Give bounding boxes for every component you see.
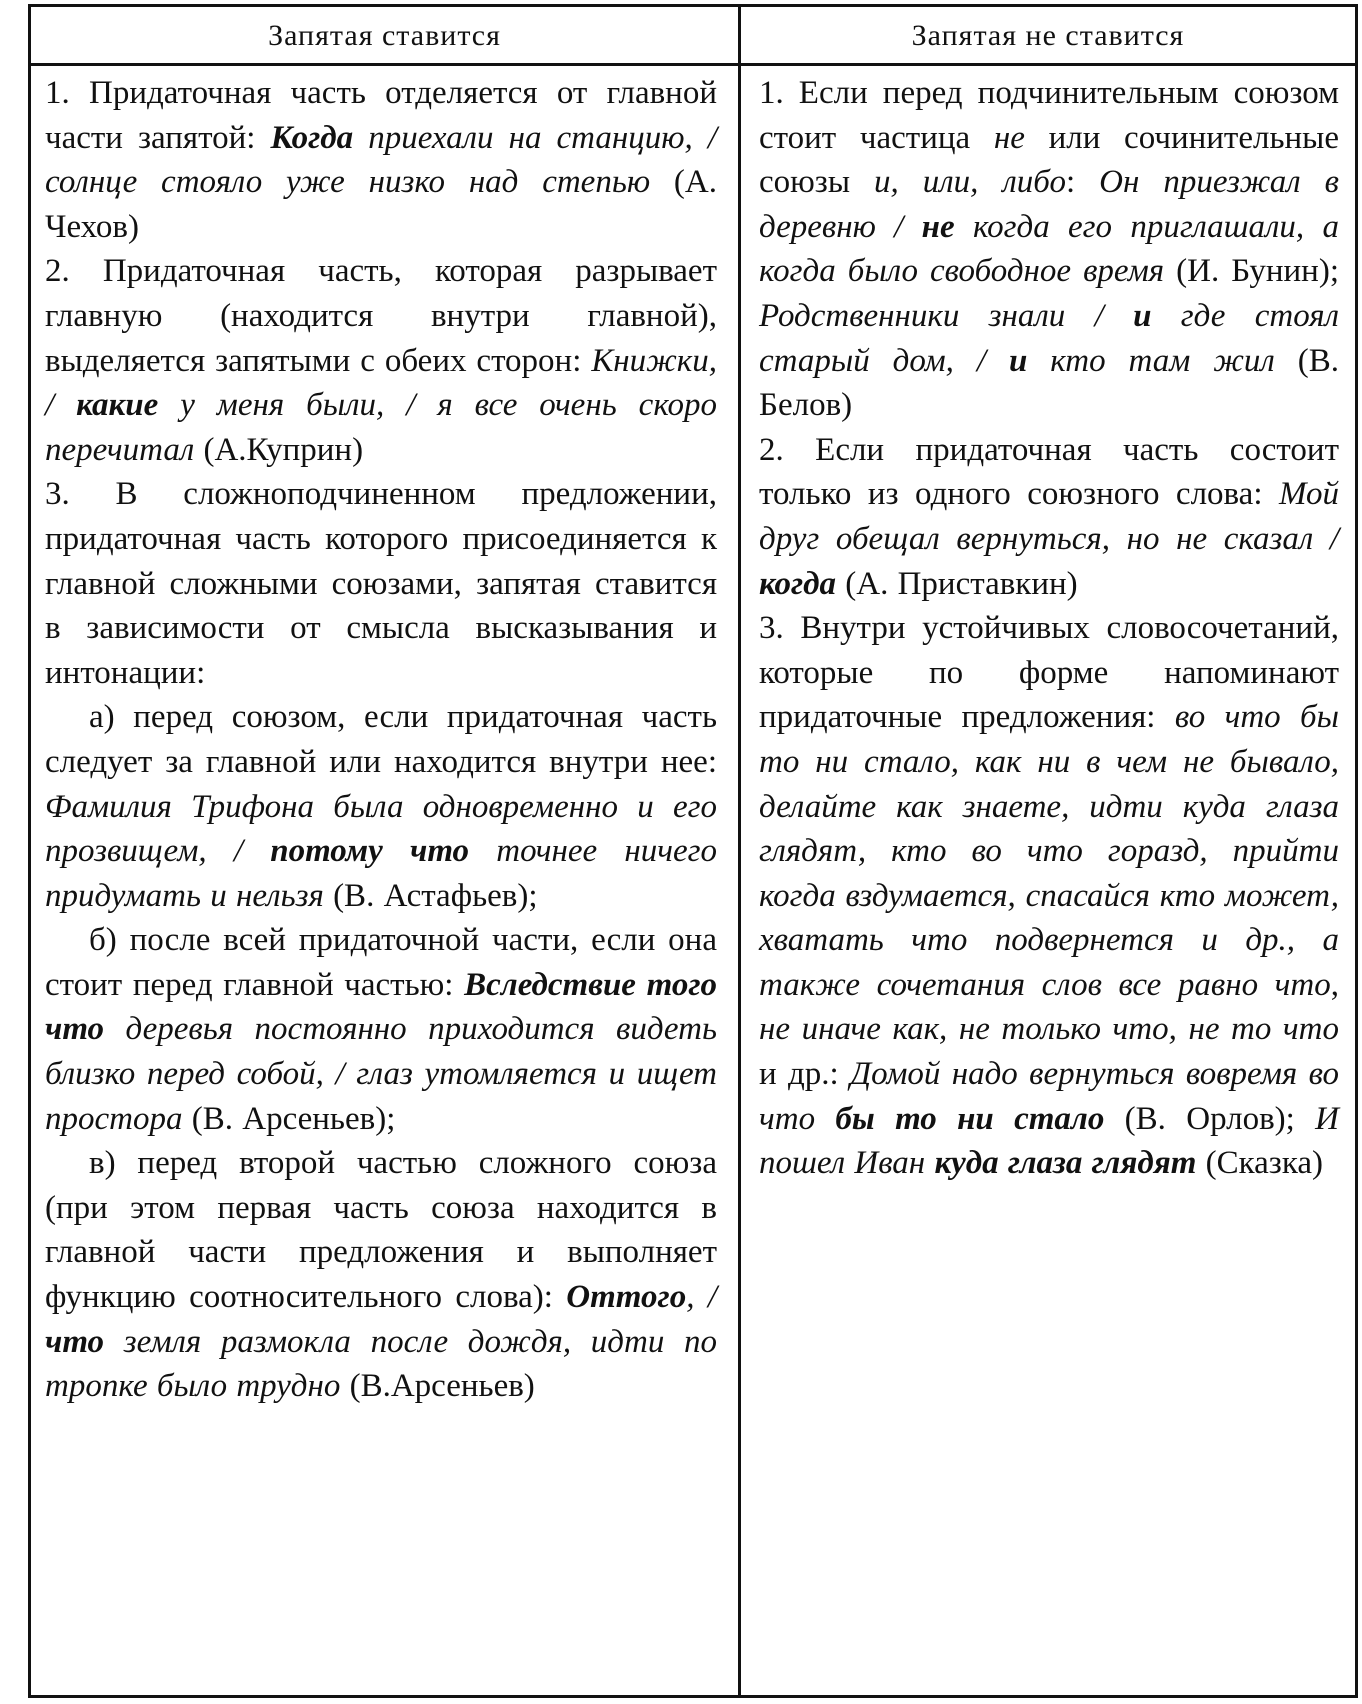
text-run: деревья постоянно приходится видеть близко перед собой, / глаз утомляется и ищет простора xyxy=(45,1011,717,1137)
cell-comma-not-used xyxy=(759,71,1339,1186)
header-comma-not-used: Запятая не ставится xyxy=(911,19,1185,52)
text-run: в) перед второй частью сложного союза (при этом первая часть союза находится в главной части предложения и выполняет функцию соотносительного слова): xyxy=(45,1145,717,1316)
text-run: (В. Арсеньев); xyxy=(182,1100,396,1137)
text-run: (В. Орлов); xyxy=(1104,1100,1316,1137)
text-run: во что бы то ни стало, как ни в чем не бывало, делайте как знаете, идти куда глаза глядят, кто во что горазд, прийти когда вздумается, спасайся кто может, хватать что подвернется и др., а также сочетания слов все равно что xyxy=(759,699,1339,1003)
text-run: И пошел Иван xyxy=(759,1100,1339,1182)
rule-paragraph xyxy=(45,472,717,695)
text-run: не иначе как, не только что, не то что xyxy=(759,1011,1339,1048)
rule-subparagraph xyxy=(45,918,717,1141)
text-run: Домой надо вернуться вовремя во что xyxy=(759,1056,1339,1137)
rule-paragraph xyxy=(759,606,1339,1186)
text-run: 1. Если перед подчинительным союзом стоит частица xyxy=(759,75,1339,156)
text-run: (А.Куприн) xyxy=(194,431,364,468)
text-run: Когда xyxy=(270,119,354,156)
text-run: какие xyxy=(76,387,159,424)
text-run: а) перед союзом, если придаточная часть следует за главной или находится внутри нее: xyxy=(45,699,717,780)
text-run: Он приезжал в деревню / xyxy=(759,164,1339,245)
text-run: (В. Астафьев); xyxy=(323,877,538,914)
header-comma-used: Запятая ставится xyxy=(268,19,501,52)
text-run: кто там жил xyxy=(1027,342,1275,379)
text-run: не xyxy=(993,119,1025,156)
text-run: , / xyxy=(686,1279,717,1316)
rule-subparagraph xyxy=(45,1141,717,1409)
text-run: , xyxy=(1330,966,1339,1003)
rule-subparagraph xyxy=(45,695,717,918)
text-run: : xyxy=(1065,164,1100,201)
text-run: и xyxy=(1008,342,1028,379)
header-divider xyxy=(31,63,1355,66)
text-run: не xyxy=(921,208,955,245)
text-run: Вследствие того что xyxy=(45,966,718,1048)
rule-paragraph xyxy=(45,71,717,249)
text-run: где стоял старый дом, / xyxy=(759,297,1340,379)
text-run: когда его приглашали, а когда было свободное время xyxy=(759,208,1339,290)
text-run: и др.: xyxy=(759,1056,851,1093)
text-run: Книжки, / xyxy=(45,342,717,424)
text-run: и, или, либо xyxy=(874,164,1066,201)
text-run: (А. Приставкин) xyxy=(836,565,1078,602)
column-divider xyxy=(738,7,741,1695)
text-run: Фамилия Трифона была одновременно и его прозвищем, / xyxy=(45,788,717,870)
rule-paragraph xyxy=(759,71,1339,428)
text-run: (В.Арсеньев) xyxy=(340,1368,535,1405)
text-run: 2. Придаточная часть, которая разрывает главную (находится внутри главной), выделяется запятыми с обеих сторон: xyxy=(45,253,717,379)
text-run: (И. Бунин); xyxy=(1164,253,1339,290)
text-run: потому что xyxy=(270,833,470,870)
text-run: приехали на станцию, / солнце стояло уже низко над степью xyxy=(45,119,718,201)
text-run: бы то ни стало xyxy=(835,1100,1105,1137)
text-run: Мой друг обещал вернуться, но не сказал / xyxy=(759,476,1339,557)
text-run: когда xyxy=(759,565,837,602)
text-run: 1. Придаточная часть отделяется от главной части запятой: xyxy=(45,75,717,156)
text-run: или сочинительные союзы xyxy=(759,119,1339,201)
text-run: б) после всей придаточной части, если она стоит перед главной частью: xyxy=(45,922,717,1003)
text-run: что xyxy=(45,1323,105,1360)
rule-paragraph xyxy=(759,428,1339,606)
text-run: у меня были, / я все очень скоро перечитал xyxy=(45,387,717,468)
cell-comma-used xyxy=(45,71,717,1409)
comma-rules-table xyxy=(28,4,1358,1698)
text-run: (Сказка) xyxy=(1196,1145,1324,1182)
rule-paragraph xyxy=(45,249,717,472)
text-run: земля размокла после дождя, идти по тропке было трудно xyxy=(45,1323,717,1405)
text-run: 3. В сложноподчиненном предложении, придаточная часть которого присоединяется к главной сложными союзами, запятая ставится в зависимости от смысла высказывания и интонации: xyxy=(45,476,717,691)
text-run: Родственники знали / xyxy=(759,297,1134,334)
text-run: и xyxy=(1133,297,1152,334)
text-run: 3. Внутри устойчивых словосочетаний, которые по форме напоминают придаточные предложения: xyxy=(759,610,1339,736)
text-run: куда глаза глядят xyxy=(934,1145,1197,1182)
text-run: (В. Белов) xyxy=(759,342,1340,424)
text-run: 2. Если придаточная часть состоит только из одного союзного слова: xyxy=(759,431,1339,513)
text-run: точнее ничего придумать и нельзя xyxy=(45,833,717,914)
text-run: Оттого xyxy=(566,1279,687,1316)
text-run: (А. Чехов) xyxy=(45,164,717,245)
